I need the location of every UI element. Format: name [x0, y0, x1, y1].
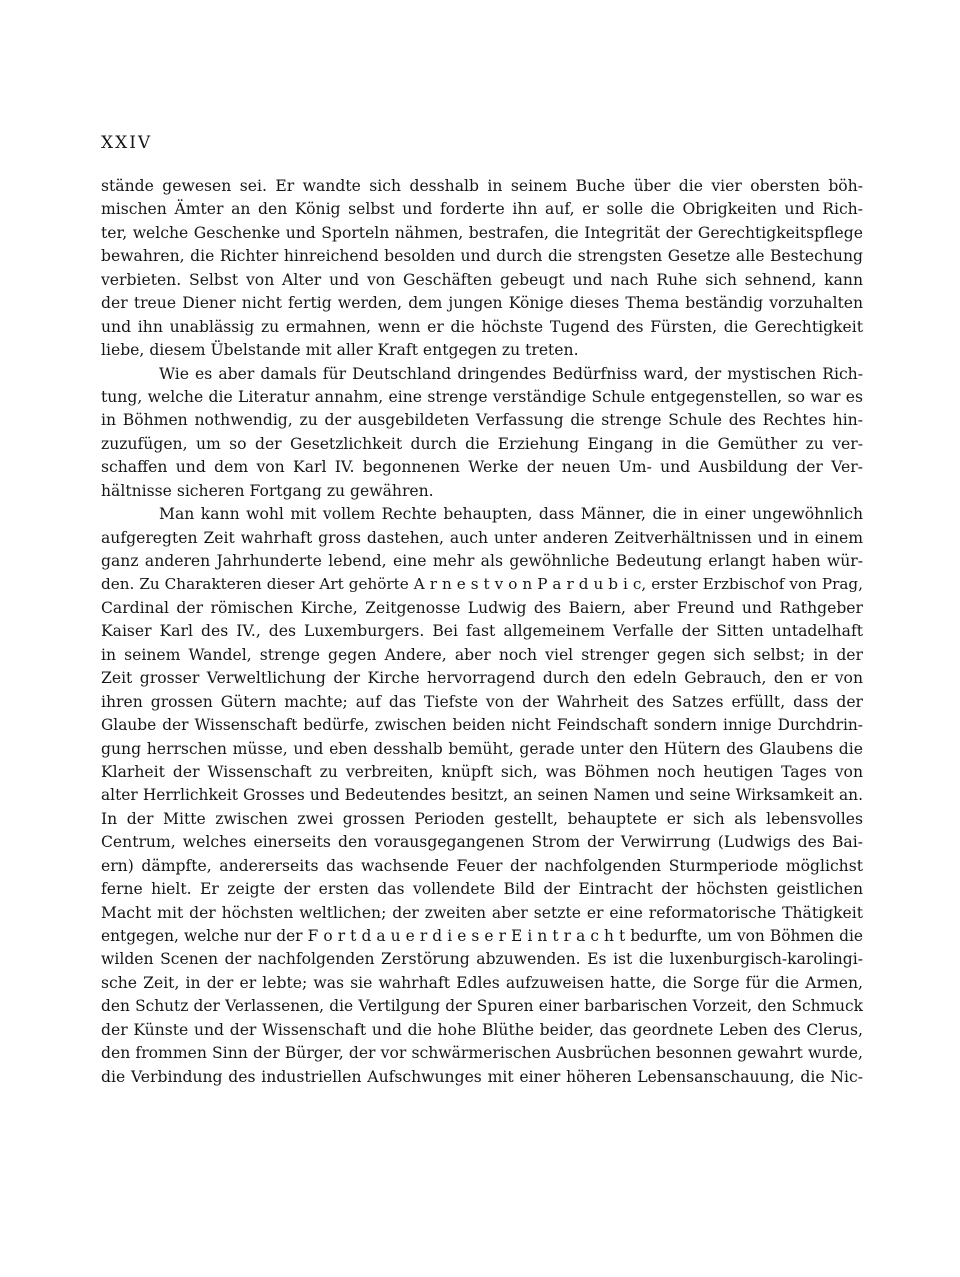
- text-line: den frommen Sinn der Bürger, der vor schwärmerischen Ausbrüchen besonnen gewahrt wurde,: [101, 1044, 863, 1063]
- text-line: alter Herrlichkeit Grosses und Bedeutendes besitzt, an seinen Namen und seine Wirksamkeit an.: [101, 786, 863, 805]
- text-line: Wie es aber damals für Deutschland dringendes Bedürfniss ward, der mystischen Rich-: [159, 364, 863, 383]
- text-line: gung herrschen müsse, und eben desshalb bemüht, gerade unter den Hütern des Glaubens die: [101, 739, 863, 758]
- text-line: Cardinal der römischen Kirche, Zeitgenosse Ludwig des Baiern, aber Freund und Rathgeber: [101, 598, 863, 617]
- text-line: Centrum, welches einerseits den vorausgegangenen Strom der Verwirrung (Ludwigs des Bai-: [101, 833, 863, 852]
- text-line: bewahren, die Richter hinreichend besolden und durch die strengsten Gesetze alle Bestechung: [101, 247, 863, 266]
- text-line: ern) dämpfte, andererseits das wachsende Feuer der nachfolgenden Sturmperiode möglichst: [101, 856, 863, 875]
- text-line: in Böhmen nothwendig, zu der ausgebildeten Verfassung die strenge Schule des Rechtes hin-: [101, 411, 863, 430]
- text-line: tung, welche die Literatur annahm, eine strenge verständige Schule entgegenstellen, so war es: [101, 387, 863, 406]
- text-line: Klarheit der Wissenschaft zu verbreiten, knüpft sich, was Böhmen noch heutigen Tages von: [101, 762, 863, 781]
- text-line: verbieten. Selbst von Alter und von Geschäften gebeugt und nach Ruhe sich sehnend, kann: [101, 270, 863, 289]
- text-line: die Verbindung des industriellen Aufschwunges mit einer höheren Lebensanschauung, die Nic-: [101, 1067, 863, 1086]
- text-line: Glaube der Wissenschaft bedürfe, zwischen beiden nicht Feindschaft sondern innige Durchdrin-: [101, 716, 863, 735]
- body-text: [101, 175, 863, 1089]
- text-line: sche Zeit, in der er lebte; was sie wahrhaft Edles aufzuweisen hatte, die Sorge für die Armen,: [101, 973, 863, 992]
- text-line: hältnisse sicheren Fortgang zu gewähren.: [101, 481, 434, 500]
- text-line: zuzufügen, um so der Gesetzlichkeit durch die Erziehung Eingang in die Gemüther zu ver-: [101, 434, 863, 453]
- text-line: ferne hielt. Er zeigte der ersten das vollendete Bild der Eintracht der höchsten geistlichen: [101, 880, 863, 899]
- text-line: ihren grossen Gütern machte; auf das Tiefste von der Wahrheit des Satzes erfüllt, dass der: [101, 692, 863, 711]
- text-line: mischen Ämter an den König selbst und forderte ihn auf, er solle die Obrigkeiten und Rich-: [101, 200, 863, 219]
- text-line: und ihn unablässig zu ermahnen, wenn er die höchste Tugend des Fürsten, die Gerechtigkeit: [101, 317, 863, 336]
- text-line: stände gewesen sei. Er wandte sich desshalb in seinem Buche über die vier obersten böh-: [101, 177, 863, 195]
- text-line: entgegen, welche nur der F o r t d a u e r d i e s e r E i n t r a c h t bedurfte, um von Böhmen die: [101, 927, 863, 945]
- text-line: schaffen und dem von Karl IV. begonnenen Werke der neuen Um- und Ausbildung der Ver-: [101, 458, 863, 477]
- text-line: wilden Scenen der nachfolgenden Zerstörung abzuwenden. Es ist die luxenburgisch-karolingi-: [101, 950, 863, 969]
- text-line: der treue Diener nicht fertig werden, dem jungen Könige dieses Thema beständig vorzuhalten: [101, 294, 863, 313]
- text-line: aufgeregten Zeit wahrhaft gross dastehen, auch unter anderen Zeitverhältnissen und in einem: [101, 528, 863, 547]
- text-line: Kaiser Karl des IV., des Luxemburgers. Bei fast allgemeinem Verfalle der Sitten untadelhaft: [101, 622, 863, 641]
- text-line: ter, welche Geschenke und Sporteln nähmen, bestrafen, die Integrität der Gerechtigkeitspflege: [101, 223, 863, 242]
- text-line: der Künste und der Wissenschaft und die hohe Blüthe beider, das geordnete Leben des Clerus,: [101, 1020, 863, 1039]
- page-number: XXIV: [101, 133, 153, 153]
- text-line: in seinem Wandel, strenge gegen Andere, aber noch viel strenger gegen sich selbst; in der: [101, 645, 863, 664]
- text-line: Zeit grosser Verweltlichung der Kirche hervorragend durch den edeln Gebrauch, den er von: [101, 669, 863, 688]
- text-line: Macht mit der höchsten weltlichen; der zweiten aber setzte er eine reformatorische Thätigkeit: [101, 903, 863, 922]
- text-line: In der Mitte zwischen zwei grossen Perioden gestellt, behauptete er sich als lebensvolles: [101, 809, 863, 828]
- text-line: liebe, diesem Übelstande mit aller Kraft entgegen zu treten.: [101, 341, 579, 360]
- text-line: den Schutz der Verlassenen, die Vertilgung der Spuren einer barbarischen Vorzeit, den Schmuck: [101, 997, 863, 1016]
- text-line: den. Zu Charakteren dieser Art gehörte A r n e s t v o n P a r d u b i c, erster Erzbischof von Prag,: [101, 575, 863, 594]
- text-line: ganz anderen Jahrhunderte lebend, eine mehr als gewöhnliche Bedeutung erlangt haben wür-: [101, 552, 863, 570]
- text-line: Man kann wohl mit vollem Rechte behaupten, dass Männer, die in einer ungewöhnlich: [159, 505, 863, 524]
